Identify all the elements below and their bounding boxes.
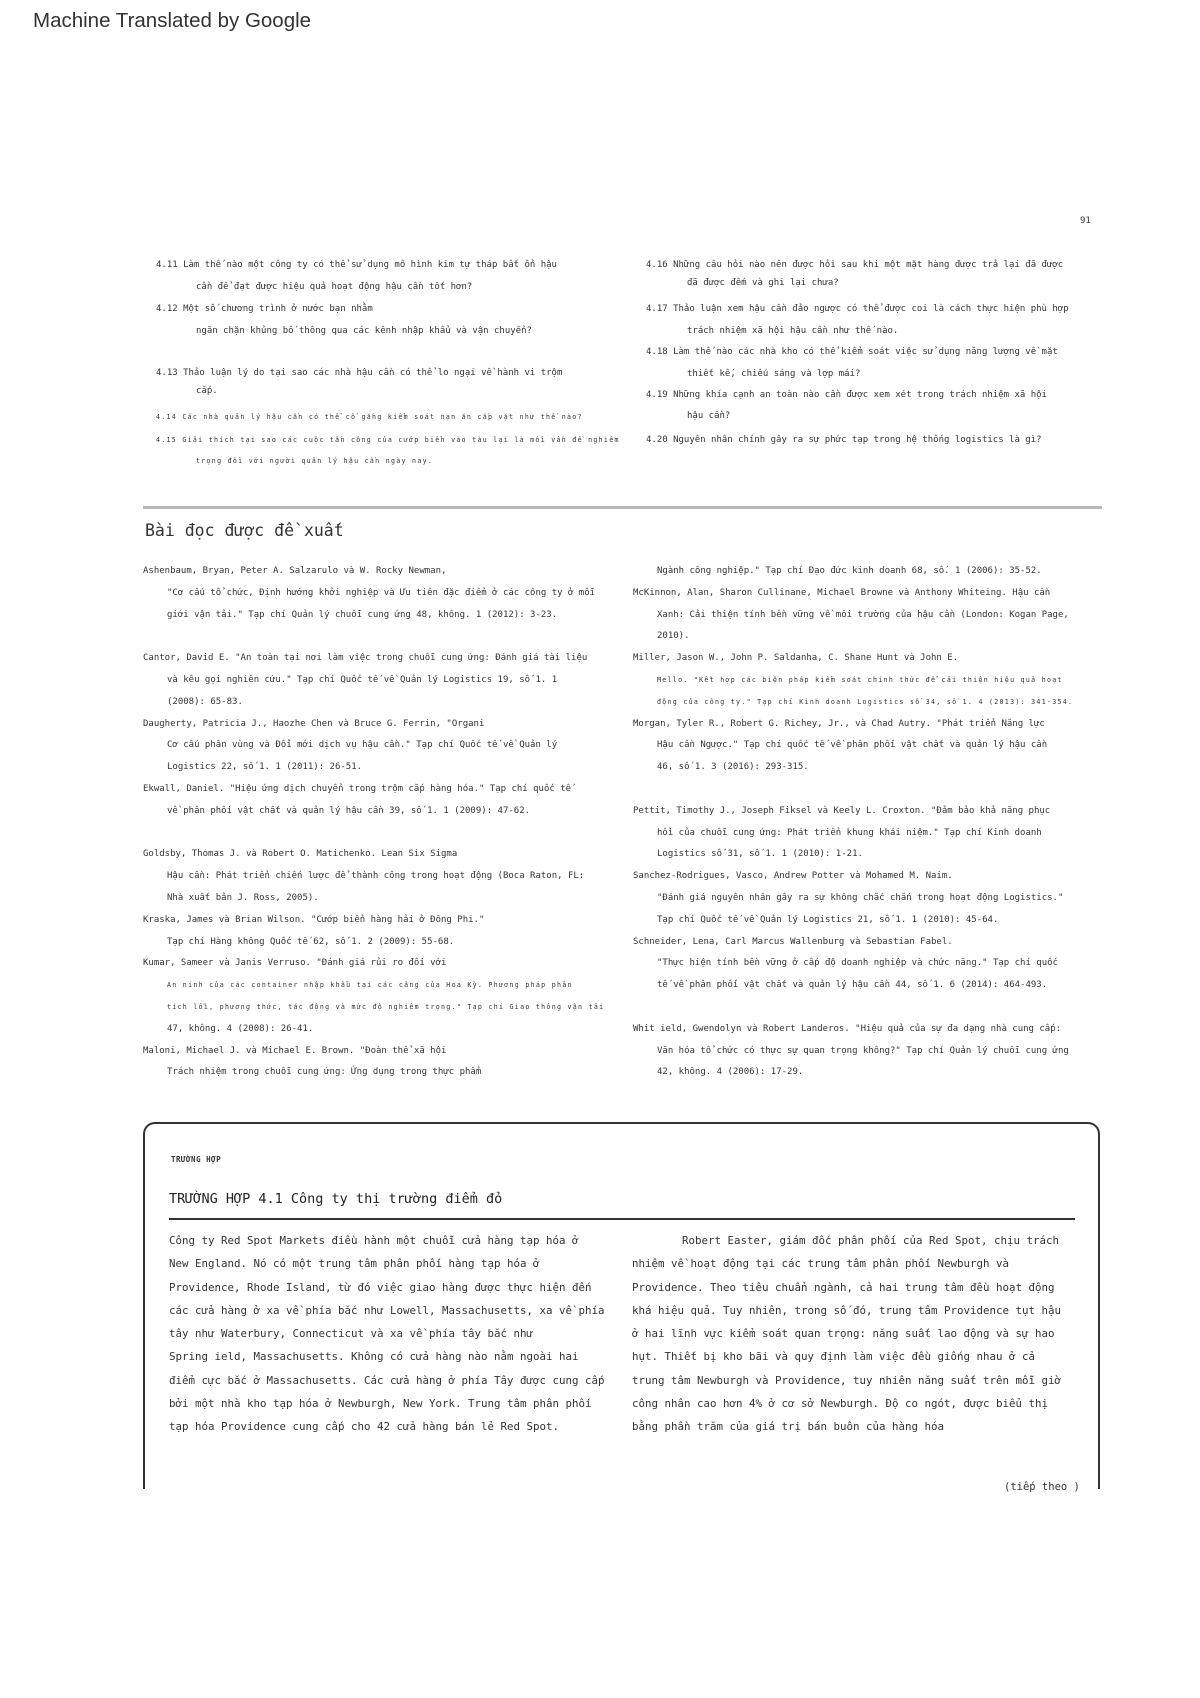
reference-line: Xanh: Cải thiện tính bền vững về môi trường của hậu cần (London: Kogan Page, [657, 609, 1069, 620]
reference-line: 42, không. 4 (2006): 17-29. [657, 1067, 804, 1078]
reference-entry [143, 844, 604, 909]
reference-entry [633, 932, 1073, 997]
reference-line: Cantor, David E. "An toàn tại nơi làm việc trong chuỗi cung ứng: Đánh giá tài liệu [143, 653, 588, 664]
reference-entry [143, 953, 604, 1040]
question-item [646, 341, 1058, 385]
question-item [156, 430, 620, 472]
case-line: bằng phần trăm của giá trị bán buôn của hàng hóa [632, 1420, 945, 1434]
question-line: cần để đạt được hiệu quả hoạt động hậu cần tốt hơn? [196, 282, 473, 292]
reference-line: Nhà xuất bản J. Ross, 2005). [167, 892, 319, 903]
reference-entry [143, 714, 604, 779]
reference-entry [143, 1041, 604, 1085]
question-item [156, 298, 532, 342]
reference-line: hồi của chuỗi cung ứng: Phát triển khung khái niệm." Tạp chí Kinh doanh [657, 827, 1042, 838]
case-line: Providence. Theo tiêu chuẩn ngành, cả hai trung tâm đều hoạt động [632, 1280, 1055, 1294]
question-line: 4.11 Làm thế nào một công ty có thể sử dụng mô hình kim tự tháp bất ổn hậu [156, 260, 557, 270]
reference-line: "Cơ cấu tổ chức, Định hướng khởi nghiệp và Ưu tiên đặc điểm ở các công ty ở mỗi [167, 587, 596, 598]
case-title-rule [169, 1218, 1075, 1220]
reference-line: "Thực hiện tính bền vững ở cấp độ doanh nghiệp và chức năng." Tạp chí quốc [657, 958, 1058, 969]
reference-line: 47, không. 4 (2008): 26-41. [167, 1023, 314, 1034]
reference-entry [143, 561, 604, 626]
case-paragraph-right [632, 1229, 1061, 1439]
reference-line: Logistics 22, số 1. 1 (2011): 26-51. [167, 762, 363, 773]
reference-line: Hậu cần: Phát triển chiến lược để thành công trong hoạt động (Boca Raton, FL: [167, 871, 585, 882]
reference-line: 2010). [657, 631, 690, 642]
question-line: 4.15 Giải thích tại sao các cuộc tấn công của cướp biển vào tàu lại là mối vấn đề nghiêm [156, 436, 620, 444]
reference-line: Daugherty, Patricia J., Haozhe Chen và Bruce G. Ferrin, "Organi [143, 718, 485, 729]
reference-line: (2008): 65-83. [167, 696, 243, 707]
reference-list-right [633, 561, 1073, 1084]
question-item [646, 256, 1063, 292]
reference-line: Ashenbaum, Bryan, Peter A. Salzarulo và W. Rocky Newman, [143, 566, 447, 576]
reference-line: Whit ield, Gwendolyn và Robert Landeros. "Hiệu quả của sự đa dạng nhà cung cấp: [633, 1023, 1062, 1034]
suggested-readings-heading: Bài đọc được đề xuất [145, 521, 344, 540]
section-divider [143, 506, 1102, 509]
reference-line: Mello. "Kết hợp các biện pháp kiểm soát chính thức để cải thiện hiệu quả hoạt [657, 675, 1063, 684]
reference-line: Tạp chí Quốc tế về Quản lý Logistics 21, số 1. 1 (2010): 45-64. [657, 914, 999, 925]
reference-entry [633, 801, 1073, 866]
reference-line: Trách nhiệm trong chuỗi cung ứng: Ứng dụng trong thực phẩm [167, 1067, 482, 1078]
case-title: TRƯỜNG HỢP 4.1 Công ty thị trường điểm đỏ [169, 1191, 503, 1207]
reference-line: Maloni, Michael J. và Michael E. Brown. "Đoàn thể xã hội [143, 1045, 447, 1056]
question-line: 4.17 Thảo luận xem hậu cần đảo ngược có thể được coi là cách thực hiện phù hợp [646, 304, 1069, 314]
case-line: ở hai lĩnh vực kiểm soát quan trọng: năng suất lao động và sự hao [632, 1327, 1055, 1341]
case-line: nhiệm về hoạt động tại các trung tâm phân phối Newburgh và [632, 1257, 1010, 1271]
question-item [156, 406, 583, 428]
question-item [646, 298, 1069, 342]
page-number: 91 [1080, 216, 1091, 226]
case-line: tạp hóa Providence cung cấp cho 42 cửa hàng bán lẻ Red Spot. [169, 1420, 560, 1434]
question-line: ngăn chặn khủng bố thông qua các kênh nhập khẩu và vận chuyển? [196, 326, 532, 336]
reference-line: An ninh của các container nhập khẩu tại các cảng của Hoa Kỳ. Phương pháp phân [167, 981, 573, 990]
reference-entry [633, 648, 1073, 713]
question-line: 4.18 Làm thế nào các nhà kho có thể kiểm soát việc sử dụng năng lượng về mặt [646, 347, 1058, 357]
case-label: TRƯỜNG HỢP [171, 1155, 222, 1164]
reference-line: Pettit, Timothy J., Joseph Fiksel và Keely L. Croxton. "Đảm bảo khả năng phục [633, 805, 1051, 816]
reference-line: Kraska, James và Brian Wilson. "Cướp biển hàng hải ở Đông Phi." [143, 914, 485, 925]
case-line: điểm cực bắc ở Massachusetts. Các cửa hàng ở phía Tây được cung cấp [169, 1373, 605, 1387]
reference-line: Ekwall, Daniel. "Hiệu ứng dịch chuyển trong trộm cắp hàng hóa." Tạp chí quốc tế [143, 783, 572, 794]
case-line: New England. Nó có một trung tâm phân phối hàng tạp hóa ở [169, 1257, 540, 1271]
case-line: Công ty Red Spot Markets điều hành một chuỗi cửa hàng tạp hóa ở [169, 1234, 579, 1247]
question-line: đã được đếm và ghi lại chưa? [687, 278, 839, 288]
question-line: 4.12 Một số chương trình ở nước bạn nhằm [156, 304, 373, 314]
reference-line: động của công ty." Tạp chí Kinh doanh Logistics số 34, số 1. 4 (2013): 341-354. [657, 697, 1074, 706]
question-line: 4.14 Các nhà quản lý hậu cần có thể cố gắng kiểm soát nạn ăn cắp vặt như thế nào? [156, 413, 583, 421]
reference-line: giới vận tải." Tạp chí Quản lý chuỗi cung ứng 48, không. 1 (2012): 3-23. [167, 609, 558, 620]
case-line: Robert Easter, giám đốc phân phối của Red Spot, chịu trách [682, 1234, 1060, 1247]
reference-line: Miller, Jason W., John P. Saldanha, C. Shane Hunt và John E. [633, 653, 959, 664]
case-line: Spring ield, Massachusetts. Không có cửa hàng nào nằm ngoài hai [169, 1350, 579, 1364]
machine-translated-watermark: Machine Translated by Google [33, 9, 312, 32]
question-item [156, 364, 562, 400]
case-line: công nhân cao hơn 4% ở cơ sở Newburgh. Độ co ngót, được biểu thị [632, 1397, 1049, 1411]
reference-line: Sanchez-Rodrigues, Vasco, Andrew Potter và Mohamed M. Naim. [633, 871, 953, 882]
reference-line: Văn hóa tổ chức có thực sự quan trọng không?" Tạp chí Quản lý chuỗi cung ứng [657, 1045, 1069, 1056]
question-item [646, 429, 1042, 451]
question-line: trọng đối với người quản lý hậu cần ngày nay. [196, 457, 434, 465]
reference-line: McKinnon, Alan, Sharon Cullinane, Michael Browne và Anthony Whiteing. Hậu cần [633, 587, 1051, 598]
reference-entry [633, 1019, 1073, 1084]
reference-line: Kumar, Sameer và Janis Verruso. "Đánh giá rủi ro đối với [143, 958, 447, 969]
reference-line: Morgan, Tyler R., Robert G. Richey, Jr., và Chad Autry. "Phát triển Năng lực [633, 718, 1045, 729]
reference-entry [143, 910, 604, 954]
continued-note: (tiếp theo ) [1004, 1481, 1080, 1493]
reference-line: 46, số 1. 3 (2016): 293-315. [657, 762, 809, 773]
case-line: trung tâm Newburgh và Providence, tuy nhiên năng suất trên mỗi giờ [632, 1373, 1062, 1387]
case-line: hụt. Thiết bị kho bãi và quy định làm việc đều giống nhau ở cả [632, 1350, 1036, 1364]
reference-line: Cơ cấu phân vùng và Đổi mới dịch vụ hậu cần." Tạp chí Quốc tế về Quản lý [167, 740, 558, 751]
reference-line: Hậu cần Ngược." Tạp chí quốc tế về phân phối vật chất và quản lý hậu cần [657, 740, 1048, 751]
reference-line: Goldsby, Thomas J. và Robert O. Matichenko. Lean Six Sigma [143, 849, 458, 860]
reference-line: tích lỗi, phương thức, tác động và mức độ nghiêm trọng." Tạp chí Giao thông vận tải [167, 1002, 605, 1011]
case-box [143, 1122, 1100, 1493]
case-line: khá hiệu quả. Tuy nhiên, trong số đó, trung tâm Providence tụt hậu [632, 1303, 1062, 1317]
question-item [156, 254, 557, 298]
reference-line: về phân phối vật chất và quản lý hậu cần 39, số 1. 1 (2009): 47-62. [167, 805, 531, 816]
case-line: bởi một nhà kho tạp hóa ở Newburgh, New York. Trung tâm phân phối [169, 1397, 592, 1411]
reference-entry [633, 714, 1073, 779]
reference-entry [143, 648, 604, 713]
case-line: các cửa hàng ở xa về phía bắc như Lowell, Massachusetts, xa về phía [169, 1303, 605, 1317]
question-line: 4.20 Nguyên nhân chính gây ra sự phức tạp trong hệ thống logistics là gì? [646, 435, 1042, 445]
case-paragraph-left [169, 1229, 605, 1439]
reference-line: Tạp chí Hàng không Quốc tế 62, số 1. 2 (2009): 55-68. [167, 936, 455, 947]
reference-list-left [143, 561, 604, 1084]
question-item [646, 385, 1047, 427]
reference-line: Schneider, Lena, Carl Marcus Wallenburg và Sebastian Fabel. [633, 936, 953, 947]
reference-entry [633, 561, 1073, 583]
reference-entry [633, 583, 1073, 648]
reference-line: Logistics số 31, số 1. 1 (2010): 1-21. [657, 849, 863, 860]
question-line: 4.16 Những câu hỏi nào nên được hỏi sau khi một mặt hàng được trả lại đã được [646, 260, 1064, 270]
question-line: thiết kế, chiếu sáng và lợp mái? [687, 369, 861, 379]
reference-entry [633, 866, 1073, 931]
case-line: tây như Waterbury, Connecticut và xa về phía tây bắc như [169, 1327, 534, 1341]
reference-line: Ngành công nghiệp." Tạp chí Đạo đức kinh doanh 68, số. 1 (2006): 35-52. [657, 566, 1042, 576]
question-line: trách nhiệm xã hội hậu cần như thế nào. [687, 326, 899, 336]
case-line: Providence, Rhode Island, từ đó việc giao hàng được thực hiện đến [169, 1280, 592, 1294]
reference-entry [143, 779, 604, 823]
question-line: 4.13 Thảo luận lý do tại sao các nhà hậu cần có thể lo ngại về hành vi trộm [156, 368, 563, 378]
question-line: 4.19 Những khía cạnh an toàn nào cần được xem xét trong trách nhiệm xã hội [646, 390, 1047, 400]
reference-line: "Đánh giá nguyên nhân gây ra sự không chắc chắn trong hoạt động Logistics." [657, 892, 1064, 903]
question-line: cắp. [196, 386, 218, 396]
reference-line: tế về phân phối vật chất và quản lý hậu cần 44, số 1. 6 (2014): 464-493. [657, 980, 1048, 991]
question-line: hậu cần? [687, 411, 731, 421]
reference-line: và kêu gọi nghiên cứu." Tạp chí Quốc tế về Quản lý Logistics 19, số 1. 1 [167, 674, 558, 685]
